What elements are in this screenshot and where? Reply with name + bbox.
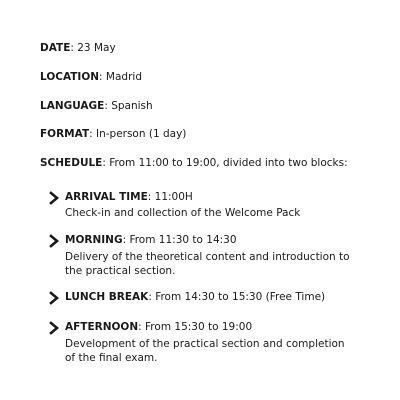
date-value: : 23 May	[70, 42, 116, 54]
schedule-item-title: ARRIVAL TIME	[65, 191, 148, 203]
format-line	[40, 128, 186, 141]
schedule-line	[40, 157, 348, 170]
language-line	[40, 100, 153, 113]
chevron-right-icon	[48, 191, 60, 205]
location-label: LOCATION	[40, 71, 100, 83]
format-label: FORMAT	[40, 128, 90, 140]
language-value: : Spanish	[104, 100, 153, 112]
schedule-item-time: : From 14:30 to 15:30 (Free Time)	[148, 291, 326, 303]
location-line	[40, 71, 142, 84]
schedule-item-heading	[65, 320, 252, 335]
schedule-item-time: : From 11:30 to 14:30	[122, 234, 237, 246]
schedule-item-title: AFTERNOON	[65, 321, 139, 333]
date-line	[40, 42, 116, 55]
schedule-item-title: MORNING	[65, 234, 123, 246]
schedule-item-description: Delivery of the theoretical content and introduction to the practical section.	[65, 251, 350, 277]
language-label: LANGUAGE	[40, 100, 105, 112]
schedule-item-time: : From 15:30 to 19:00	[138, 321, 253, 333]
format-value: : In-person (1 day)	[89, 128, 187, 140]
schedule-value: : From 11:00 to 19:00, divided into two blocks:	[102, 157, 348, 169]
chevron-right-icon	[48, 321, 60, 335]
schedule-item-description: Check-in and collection of the Welcome Pack	[65, 207, 301, 219]
schedule-item-time: : 11:00H	[147, 191, 193, 203]
schedule-item-description: Development of the practical section and completion of the final exam.	[65, 338, 345, 364]
chevron-right-icon	[48, 234, 60, 248]
chevron-right-icon	[48, 291, 60, 305]
date-label: DATE	[40, 42, 71, 54]
schedule-item-heading	[65, 290, 325, 305]
schedule-item-title: LUNCH BREAK	[65, 291, 149, 303]
location-value: : Madrid	[99, 71, 142, 83]
schedule-label: SCHEDULE	[40, 157, 103, 169]
schedule-item-heading	[65, 233, 237, 248]
schedule-item-heading	[65, 190, 193, 205]
